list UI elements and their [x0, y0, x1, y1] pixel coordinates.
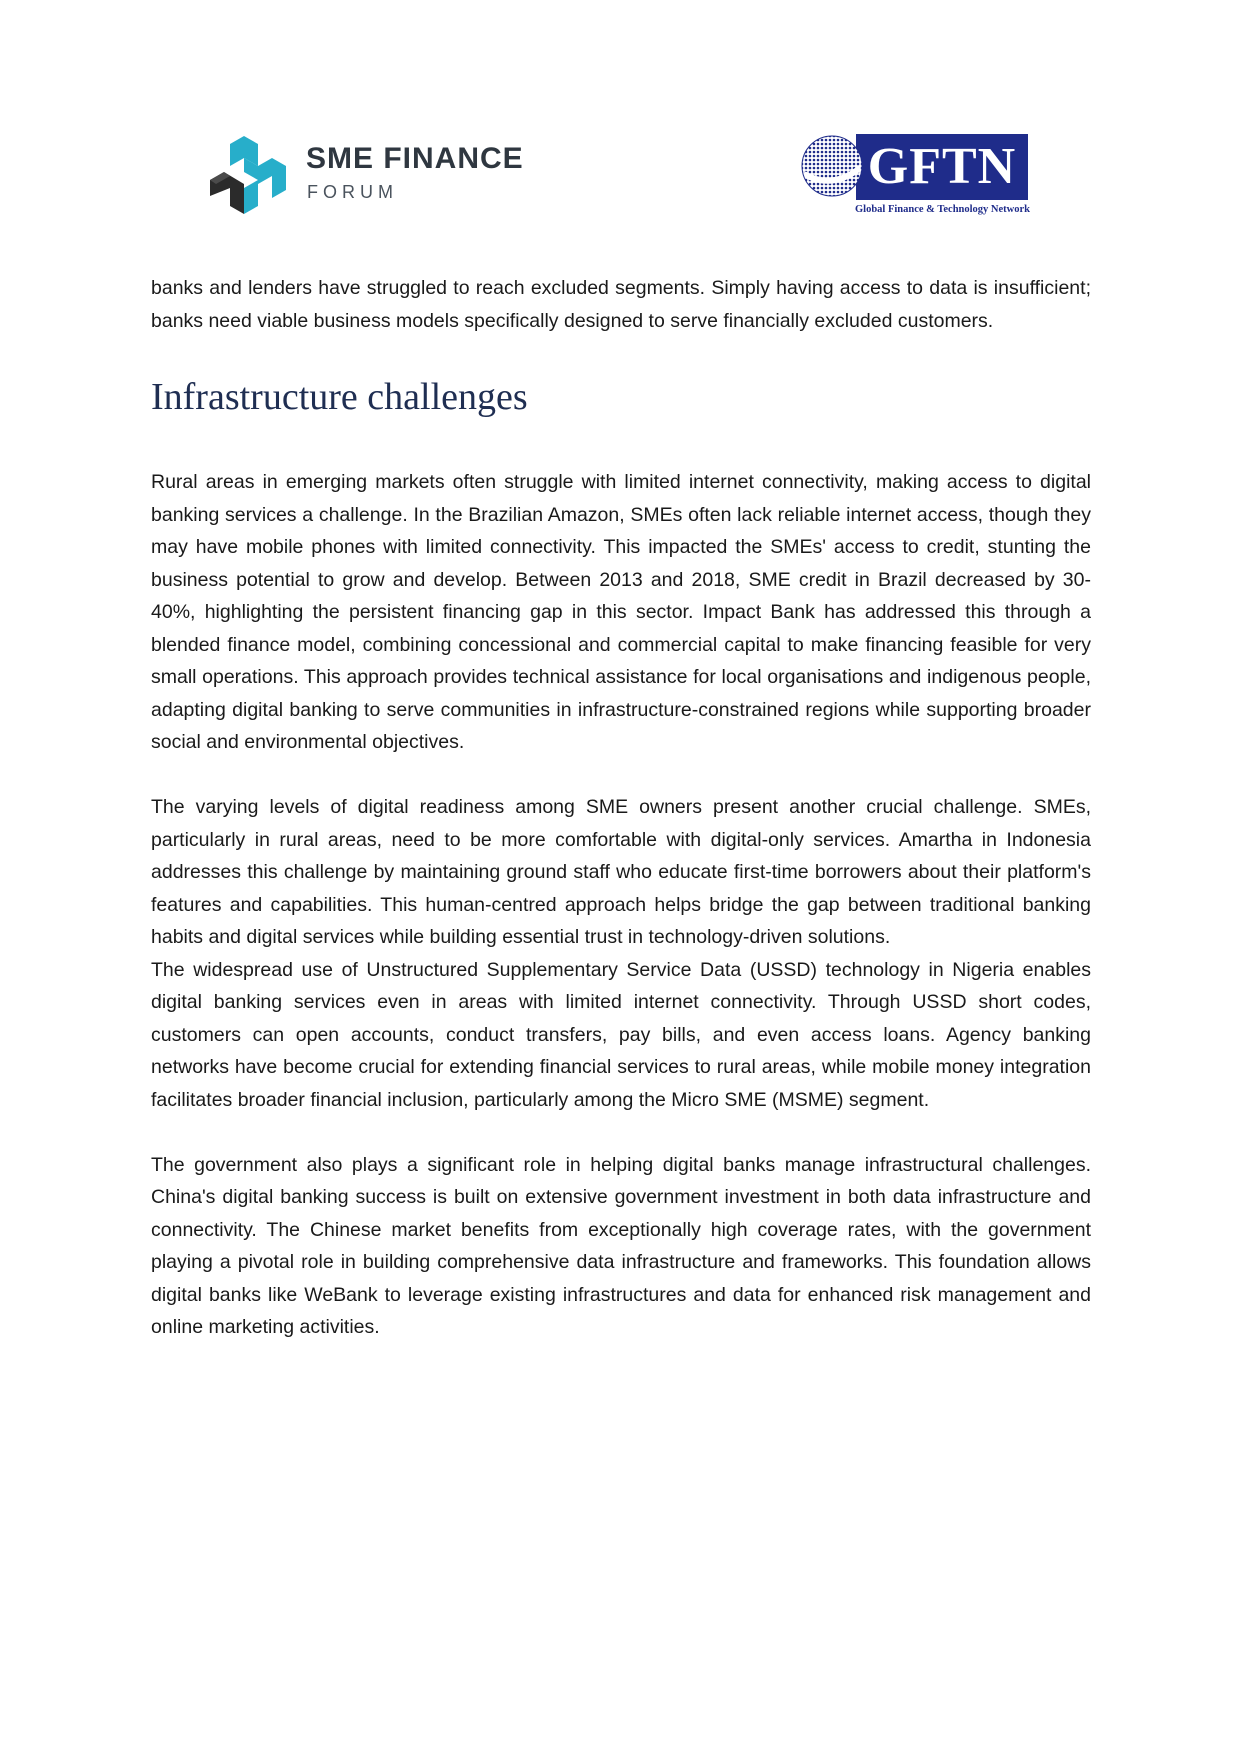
document-body — [151, 272, 1091, 1344]
paragraph-rural-connectivity: Rural areas in emerging markets often struggle with limited internet connectivity, making access to digital banking services a challenge. In the Brazilian Amazon, SMEs often lack reliable internet access, though they may have mobile phones with limited connectivity. This impacted the SMEs' access to credit, stunting the business potential to grow and develop. Between 2013 and 2018, SME credit in Brazil decreased by 30-40%, highlighting the persistent financing gap in this sector. Impact Bank has addressed this through a blended finance model, combining concessional and commercial capital to make financing feasible for very small operations. This approach provides technical assistance for local organisations and indigenous people, adapting digital banking to serve communities in infrastructure-constrained regions while supporting broader social and environmental objectives. — [151, 471, 1091, 753]
sme-finance-forum-mark-icon — [210, 136, 292, 216]
globe-icon — [800, 134, 864, 198]
gftn-logo-tagline: Global Finance & Technology Network — [854, 204, 1030, 215]
sme-finance-forum-logo — [210, 136, 540, 216]
gftn-logo — [800, 134, 1030, 224]
intro-paragraph: banks and lenders have struggled to reach excluded segments. Simply having access to data is insufficient; banks need viable business models specifically designed to serve financially excluded customers. — [151, 277, 1091, 332]
paragraph-digital-readiness: The varying levels of digital readiness among SME owners present another crucial challenge. SMEs, particularly in rural areas, need to be more comfortable with digital-only services. Amartha in Indonesia addresses this challenge by maintaining ground staff who educate first-time borrowers about their platform's features and capabilities. This human-centred approach helps bridge the gap between traditional banking habits and digital services while building essential trust in technology-driven solutions. — [151, 796, 1091, 948]
sme-logo-subtitle: FORUM — [307, 182, 398, 202]
gftn-logo-box — [856, 134, 1028, 200]
section-heading: Infrastructure challenges — [151, 376, 528, 418]
page-header — [0, 120, 1241, 240]
gftn-logo-title: GFTN — [867, 138, 1017, 195]
paragraph-ussd-nigeria: The widespread use of Unstructured Supplementary Service Data (USSD) technology in Nigeria enables digital banking services even in areas with limited internet connectivity. Through USSD short codes, customers can open accounts, conduct transfers, pay bills, and even access loans. Agency banking networks have become crucial for extending financial services to rural areas, while mobile money integration facilitates broader financial inclusion, particularly among the Micro SME (MSME) segment. — [151, 958, 1091, 1111]
paragraph-government-role: The government also plays a significant role in helping digital banks manage infrastructural challenges. China's digital banking success is built on extensive government investment in both data infrastructure and connectivity. The Chinese market benefits from exceptionally high coverage rates, with the government playing a pivotal role in building comprehensive data infrastructure and frameworks. This foundation allows digital banks like WeBank to leverage existing infrastructures and data for enhanced risk management and online marketing activities. — [151, 1153, 1091, 1338]
sme-logo-title: SME FINANCE — [306, 142, 524, 175]
